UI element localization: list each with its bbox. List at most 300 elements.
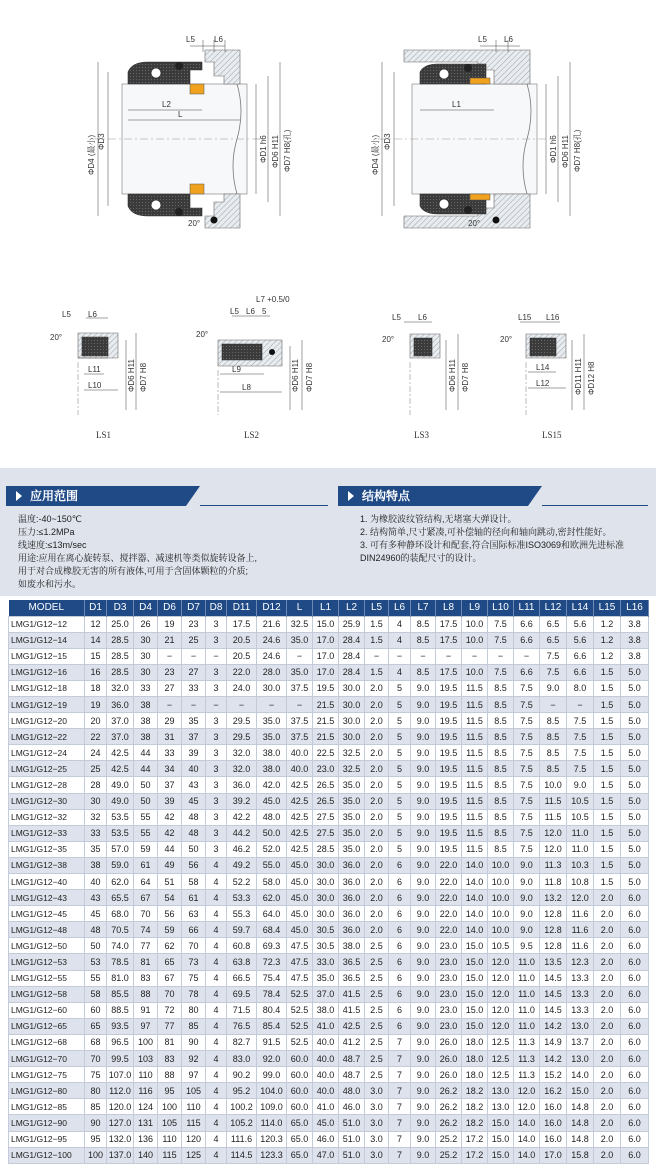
- features-heading-text: 结构特点: [362, 489, 411, 503]
- table-cell: 9.0: [411, 954, 436, 970]
- table-cell: 22.5: [313, 745, 339, 761]
- table-cell: 7.5: [540, 648, 567, 664]
- table-cell: 9.0: [411, 1051, 436, 1067]
- table-cell: 55: [85, 970, 107, 986]
- table-cell: 6.6: [514, 616, 540, 632]
- table-cell: 1.5: [594, 777, 621, 793]
- table-cell: 4: [206, 1099, 227, 1115]
- divider: [542, 505, 648, 506]
- table-cell: 69.3: [257, 938, 287, 954]
- table-cell: 65.0: [287, 1147, 313, 1163]
- table-cell: 88.5: [107, 1002, 134, 1018]
- dim-D12: ΦD12 H8: [587, 361, 596, 395]
- dim-D3: ΦD3: [383, 133, 392, 150]
- table-cell: 9.0: [411, 841, 436, 857]
- table-cell: 10.0: [488, 906, 514, 922]
- table-row: [9, 1083, 649, 1099]
- table-cell: 33.0: [313, 954, 339, 970]
- table-cell: 6: [389, 1002, 411, 1018]
- table-cell: 10.0: [488, 874, 514, 890]
- table-cell: 15.0: [462, 986, 488, 1002]
- table-cell: 115: [182, 1115, 206, 1131]
- table-cell: 7.5: [514, 713, 540, 729]
- table-cell: 35.0: [339, 777, 365, 793]
- model-cell: LMG1/G12−32: [9, 809, 85, 825]
- table-cell: 4: [206, 1051, 227, 1067]
- table-cell: 60: [85, 1002, 107, 1018]
- table-cell: 17.0: [313, 664, 339, 680]
- table-header-row: [9, 600, 649, 616]
- table-cell: 132.0: [107, 1131, 134, 1147]
- table-cell: 10.8: [567, 874, 594, 890]
- dim-L8: L8: [242, 383, 251, 392]
- table-cell: 44: [134, 761, 158, 777]
- table-cell: 48.0: [339, 1083, 365, 1099]
- table-cell: 17.5: [436, 664, 462, 680]
- table-cell: 68: [85, 1034, 107, 1050]
- table-cell: 65: [158, 954, 182, 970]
- table-cell: 12.0: [488, 970, 514, 986]
- table-cell: 19: [85, 696, 107, 712]
- table-cell: 124: [134, 1099, 158, 1115]
- table-cell: 7.5: [514, 793, 540, 809]
- table-cell: −: [182, 648, 206, 664]
- application-line: 用途:应用在离心旋转泵、搅拌器、减速机等类似旋转设备上,: [18, 553, 258, 563]
- column-header: L11: [514, 600, 540, 616]
- table-cell: 6: [389, 874, 411, 890]
- table-cell: 22.0: [436, 906, 462, 922]
- table-cell: 5: [389, 809, 411, 825]
- table-cell: 137.0: [107, 1147, 134, 1163]
- divider: [200, 505, 328, 506]
- table-cell: 7.5: [567, 713, 594, 729]
- table-cell: 30.0: [313, 906, 339, 922]
- table-cell: 5: [389, 777, 411, 793]
- table-cell: 16.0: [540, 1115, 567, 1131]
- table-cell: 85: [85, 1099, 107, 1115]
- table-cell: 19.5: [436, 809, 462, 825]
- table-cell: 3: [206, 664, 227, 680]
- table-cell: 11.3: [514, 1034, 540, 1050]
- model-cell: LMG1/G12−35: [9, 841, 85, 857]
- table-cell: 35.0: [287, 664, 313, 680]
- table-cell: 15.0: [462, 954, 488, 970]
- table-cell: 22: [85, 729, 107, 745]
- model-cell: LMG1/G12−90: [9, 1115, 85, 1131]
- table-cell: 35: [85, 841, 107, 857]
- table-cell: 37.0: [107, 713, 134, 729]
- table-cell: 8.5: [540, 729, 567, 745]
- table-cell: 3.0: [365, 1131, 389, 1147]
- table-cell: 6.0: [621, 1115, 649, 1131]
- table-cell: 23.0: [436, 938, 462, 954]
- table-cell: 18.0: [462, 1034, 488, 1050]
- table-cell: 4: [206, 970, 227, 986]
- table-cell: 6: [389, 857, 411, 873]
- application-line: 压力:≤1.2MPa: [18, 527, 75, 537]
- table-cell: 17.5: [436, 632, 462, 648]
- table-cell: 43: [85, 890, 107, 906]
- table-row: [9, 906, 649, 922]
- table-cell: 10.0: [488, 890, 514, 906]
- column-header: MODEL: [9, 600, 85, 616]
- table-cell: 11.3: [514, 1067, 540, 1083]
- table-cell: 8.5: [488, 777, 514, 793]
- table-cell: 2.0: [365, 761, 389, 777]
- table-cell: 9.0: [411, 1099, 436, 1115]
- table-cell: 1.5: [594, 729, 621, 745]
- main-seal-right: [370, 35, 582, 228]
- table-cell: 7: [389, 1034, 411, 1050]
- table-cell: −: [462, 648, 488, 664]
- table-cell: 10.3: [567, 857, 594, 873]
- model-cell: LMG1/G12−43: [9, 890, 85, 906]
- table-cell: 12.0: [540, 841, 567, 857]
- table-cell: 2.0: [365, 906, 389, 922]
- table-cell: 1.2: [594, 648, 621, 664]
- table-cell: 3.8: [621, 616, 649, 632]
- table-cell: 5: [389, 696, 411, 712]
- angle-label: 20°: [188, 219, 201, 228]
- table-cell: 58: [85, 986, 107, 1002]
- table-cell: 48: [182, 825, 206, 841]
- table-cell: −: [287, 648, 313, 664]
- table-cell: 52.2: [227, 874, 257, 890]
- table-cell: 7.5: [514, 729, 540, 745]
- table-cell: 49.2: [227, 857, 257, 873]
- dim-D6: ΦD6 H11: [291, 359, 300, 392]
- table-cell: 37.5: [287, 729, 313, 745]
- table-cell: 2.0: [365, 874, 389, 890]
- table-cell: 54: [158, 890, 182, 906]
- table-cell: 4: [206, 890, 227, 906]
- seat-ls15: [500, 313, 596, 440]
- table-cell: 6: [389, 986, 411, 1002]
- table-cell: 2.5: [365, 1051, 389, 1067]
- table-cell: 19.5: [436, 745, 462, 761]
- table-cell: 9.0: [411, 793, 436, 809]
- table-cell: 64.0: [257, 906, 287, 922]
- table-cell: 24.6: [257, 632, 287, 648]
- table-cell: 12.5: [488, 1051, 514, 1067]
- dim-D6: ΦD6 H11: [127, 359, 136, 392]
- table-cell: 35.0: [313, 970, 339, 986]
- table-cell: 37.0: [313, 986, 339, 1002]
- table-cell: 13.5: [540, 954, 567, 970]
- table-cell: −: [540, 696, 567, 712]
- table-cell: 12.0: [514, 1083, 540, 1099]
- table-cell: 48.7: [339, 1051, 365, 1067]
- table-cell: 22.0: [436, 857, 462, 873]
- table-cell: 11.0: [514, 954, 540, 970]
- table-cell: 60.0: [287, 1099, 313, 1115]
- dim-D6: ΦD6 H11: [561, 135, 570, 168]
- table-cell: 28.5: [107, 648, 134, 664]
- table-cell: 70: [134, 906, 158, 922]
- table-cell: 75: [182, 970, 206, 986]
- table-cell: 31: [158, 729, 182, 745]
- table-cell: 10.0: [488, 922, 514, 938]
- table-cell: 59: [134, 841, 158, 857]
- table-cell: 136: [134, 1131, 158, 1147]
- table-cell: 45.0: [287, 890, 313, 906]
- table-cell: 9.0: [514, 906, 540, 922]
- table-cell: 5.6: [567, 616, 594, 632]
- table-cell: 16.2: [540, 1083, 567, 1099]
- table-cell: 62.0: [107, 874, 134, 890]
- table-cell: 65: [85, 1018, 107, 1034]
- table-cell: 5.0: [621, 874, 649, 890]
- table-cell: 30: [85, 793, 107, 809]
- table-cell: 7.5: [514, 825, 540, 841]
- dim-L15: L15: [518, 313, 532, 322]
- table-body: [9, 616, 649, 1163]
- table-cell: 9.0: [514, 874, 540, 890]
- table-cell: 4: [206, 1147, 227, 1163]
- table-cell: 2.0: [365, 745, 389, 761]
- table-cell: 2.0: [365, 777, 389, 793]
- table-cell: 6.0: [621, 1083, 649, 1099]
- table-cell: 9.0: [411, 906, 436, 922]
- application-heading: [6, 486, 186, 506]
- table-cell: 42.5: [287, 825, 313, 841]
- table-cell: 15.8: [567, 1147, 594, 1163]
- table-cell: 5.0: [621, 777, 649, 793]
- table-cell: 36.0: [339, 922, 365, 938]
- table-cell: 39: [182, 745, 206, 761]
- table-cell: 14.2: [540, 1018, 567, 1034]
- model-cell: LMG1/G12−50: [9, 938, 85, 954]
- table-cell: 88: [158, 1067, 182, 1083]
- table-cell: 9.0: [411, 825, 436, 841]
- table-cell: 16.0: [540, 1099, 567, 1115]
- table-cell: −: [227, 696, 257, 712]
- table-cell: 48.0: [257, 809, 287, 825]
- table-cell: −: [389, 648, 411, 664]
- table-cell: 14.0: [462, 857, 488, 873]
- gland-bottom: [205, 194, 240, 228]
- table-cell: 7.5: [567, 729, 594, 745]
- table-cell: 20.5: [227, 632, 257, 648]
- table-cell: 6.5: [540, 632, 567, 648]
- table-cell: 19.5: [436, 793, 462, 809]
- dim-L5: L5: [230, 307, 239, 316]
- table-cell: 6.0: [621, 970, 649, 986]
- table-cell: 34: [158, 761, 182, 777]
- table-cell: 17.0: [313, 632, 339, 648]
- table-cell: 22.0: [436, 874, 462, 890]
- table-cell: 14.8: [567, 1131, 594, 1147]
- model-cell: LMG1/G12−100: [9, 1147, 85, 1163]
- table-cell: 38.0: [339, 938, 365, 954]
- table-cell: 1.5: [594, 761, 621, 777]
- table-cell: 7.5: [514, 777, 540, 793]
- table-cell: −: [158, 648, 182, 664]
- table-cell: 104.0: [257, 1083, 287, 1099]
- table-cell: 52.5: [287, 1034, 313, 1050]
- table-cell: 3: [206, 777, 227, 793]
- application-line: 线速度:≤13m/sec: [18, 540, 87, 550]
- table-cell: 42.5: [287, 841, 313, 857]
- table-cell: 63: [182, 906, 206, 922]
- caption-ls15: LS15: [542, 430, 562, 440]
- table-cell: 76.5: [227, 1018, 257, 1034]
- table-cell: 9.5: [514, 938, 540, 954]
- table-cell: 41.5: [339, 1002, 365, 1018]
- table-cell: 105: [158, 1115, 182, 1131]
- table-cell: 40.0: [287, 745, 313, 761]
- table-cell: 55: [134, 825, 158, 841]
- table-cell: 5: [389, 793, 411, 809]
- application-line: 如废水和污水。: [18, 579, 82, 589]
- table-cell: 9.0: [514, 922, 540, 938]
- table-cell: 9.0: [411, 1067, 436, 1083]
- seat-ls1: [50, 310, 148, 440]
- table-cell: 1.5: [594, 874, 621, 890]
- feature-line: 1. 为橡胶波纹管结构,无堵塞大弹设计。: [360, 514, 517, 524]
- table-cell: 10.5: [488, 938, 514, 954]
- table-cell: 23.0: [436, 986, 462, 1002]
- table-cell: 91.5: [257, 1034, 287, 1050]
- table-cell: 9.0: [514, 857, 540, 873]
- table-row: [9, 1067, 649, 1083]
- dim-L9: L9: [232, 365, 241, 374]
- table-row: [9, 970, 649, 986]
- dim-L6: L6: [88, 310, 97, 319]
- table-cell: 17.2: [462, 1147, 488, 1163]
- dim-L6: L6: [246, 307, 255, 316]
- table-cell: 53.3: [227, 890, 257, 906]
- table-cell: 12.3: [567, 954, 594, 970]
- table-cell: 80: [182, 1002, 206, 1018]
- table-cell: 10.5: [567, 809, 594, 825]
- table-cell: 11.0: [514, 1018, 540, 1034]
- table-row: [9, 1131, 649, 1147]
- table-cell: 38: [134, 696, 158, 712]
- table-cell: 6.0: [621, 1034, 649, 1050]
- table-cell: 45.0: [313, 1115, 339, 1131]
- table-cell: 10.0: [488, 857, 514, 873]
- table-cell: 28.5: [107, 632, 134, 648]
- table-cell: 9.0: [411, 745, 436, 761]
- features-heading: [338, 486, 528, 506]
- table-cell: 6.5: [540, 616, 567, 632]
- table-cell: 120.0: [107, 1099, 134, 1115]
- model-cell: LMG1/G12−14: [9, 632, 85, 648]
- table-row: [9, 874, 649, 890]
- table-cell: 14: [85, 632, 107, 648]
- table-cell: 2.0: [594, 1067, 621, 1083]
- table-cell: 10.0: [462, 664, 488, 680]
- table-cell: 60.0: [287, 1067, 313, 1083]
- table-cell: 2.0: [594, 1115, 621, 1131]
- main-seal-left: [86, 35, 292, 228]
- dim-L7: L7 +0.5/0: [256, 295, 290, 304]
- table-cell: 28.5: [313, 841, 339, 857]
- table-cell: 40.0: [313, 1051, 339, 1067]
- table-cell: 15: [85, 648, 107, 664]
- table-cell: 11.6: [567, 922, 594, 938]
- table-cell: 50: [134, 793, 158, 809]
- table-cell: 4: [389, 664, 411, 680]
- dim-L6: L6: [504, 35, 513, 44]
- table-cell: 42: [158, 809, 182, 825]
- table-cell: 32.5: [339, 761, 365, 777]
- table-cell: 46.0: [339, 1099, 365, 1115]
- table-cell: 49.0: [107, 793, 134, 809]
- table-cell: 78.5: [107, 954, 134, 970]
- model-cell: LMG1/G12−38: [9, 857, 85, 873]
- table-cell: 95.2: [227, 1083, 257, 1099]
- caption-ls3: LS3: [414, 430, 430, 440]
- table-cell: 19.5: [436, 696, 462, 712]
- table-cell: 70: [158, 986, 182, 1002]
- gland-top: [205, 50, 240, 84]
- table-cell: 8.5: [411, 632, 436, 648]
- table-row: [9, 922, 649, 938]
- table-cell: 97: [182, 1067, 206, 1083]
- table-cell: 2.0: [594, 1018, 621, 1034]
- table-cell: 2.0: [365, 841, 389, 857]
- table-cell: 3.0: [365, 1115, 389, 1131]
- table-cell: 13.0: [567, 1018, 594, 1034]
- table-cell: 85.4: [257, 1018, 287, 1034]
- dim-D7: ΦD7 H8(孔): [573, 129, 582, 172]
- table-cell: 6: [389, 938, 411, 954]
- table-cell: 9.0: [411, 874, 436, 890]
- table-cell: 52.5: [287, 986, 313, 1002]
- table-cell: 1.5: [594, 793, 621, 809]
- table-cell: 59.7: [227, 922, 257, 938]
- table-cell: 12.8: [540, 922, 567, 938]
- application-line: 用于对合成橡胶无害的所有液体,可用于含固体颗粒的介质;: [18, 566, 249, 576]
- table-cell: 30.5: [313, 938, 339, 954]
- table-cell: 2.0: [365, 825, 389, 841]
- table-cell: 49: [158, 857, 182, 873]
- table-cell: −: [488, 648, 514, 664]
- table-cell: 28.0: [257, 664, 287, 680]
- table-cell: 11.5: [462, 745, 488, 761]
- table-cell: 55.0: [257, 857, 287, 873]
- table-cell: 51.0: [339, 1147, 365, 1163]
- table-cell: 2.0: [365, 713, 389, 729]
- table-cell: 5.0: [621, 841, 649, 857]
- table-cell: 3: [206, 616, 227, 632]
- column-header: D11: [227, 600, 257, 616]
- table-cell: 9.0: [411, 809, 436, 825]
- table-cell: 12.8: [540, 906, 567, 922]
- table-cell: 3: [206, 632, 227, 648]
- table-cell: 120: [182, 1131, 206, 1147]
- table-cell: 36.5: [339, 970, 365, 986]
- table-cell: 114.0: [257, 1115, 287, 1131]
- table-cell: 14.0: [462, 922, 488, 938]
- table-cell: 19.5: [436, 713, 462, 729]
- column-header: D1: [85, 600, 107, 616]
- table-cell: 2.5: [365, 954, 389, 970]
- table-cell: 35.0: [339, 809, 365, 825]
- table-cell: 9.0: [411, 922, 436, 938]
- column-header: L15: [594, 600, 621, 616]
- table-cell: 14.0: [462, 874, 488, 890]
- table-cell: 74.0: [107, 938, 134, 954]
- table-cell: 37.0: [107, 729, 134, 745]
- table-cell: 27.5: [313, 825, 339, 841]
- table-cell: 11.0: [514, 986, 540, 1002]
- table-cell: 46.2: [227, 841, 257, 857]
- table-cell: 42.5: [339, 1018, 365, 1034]
- dim-D1: ΦD1 h6: [549, 135, 558, 163]
